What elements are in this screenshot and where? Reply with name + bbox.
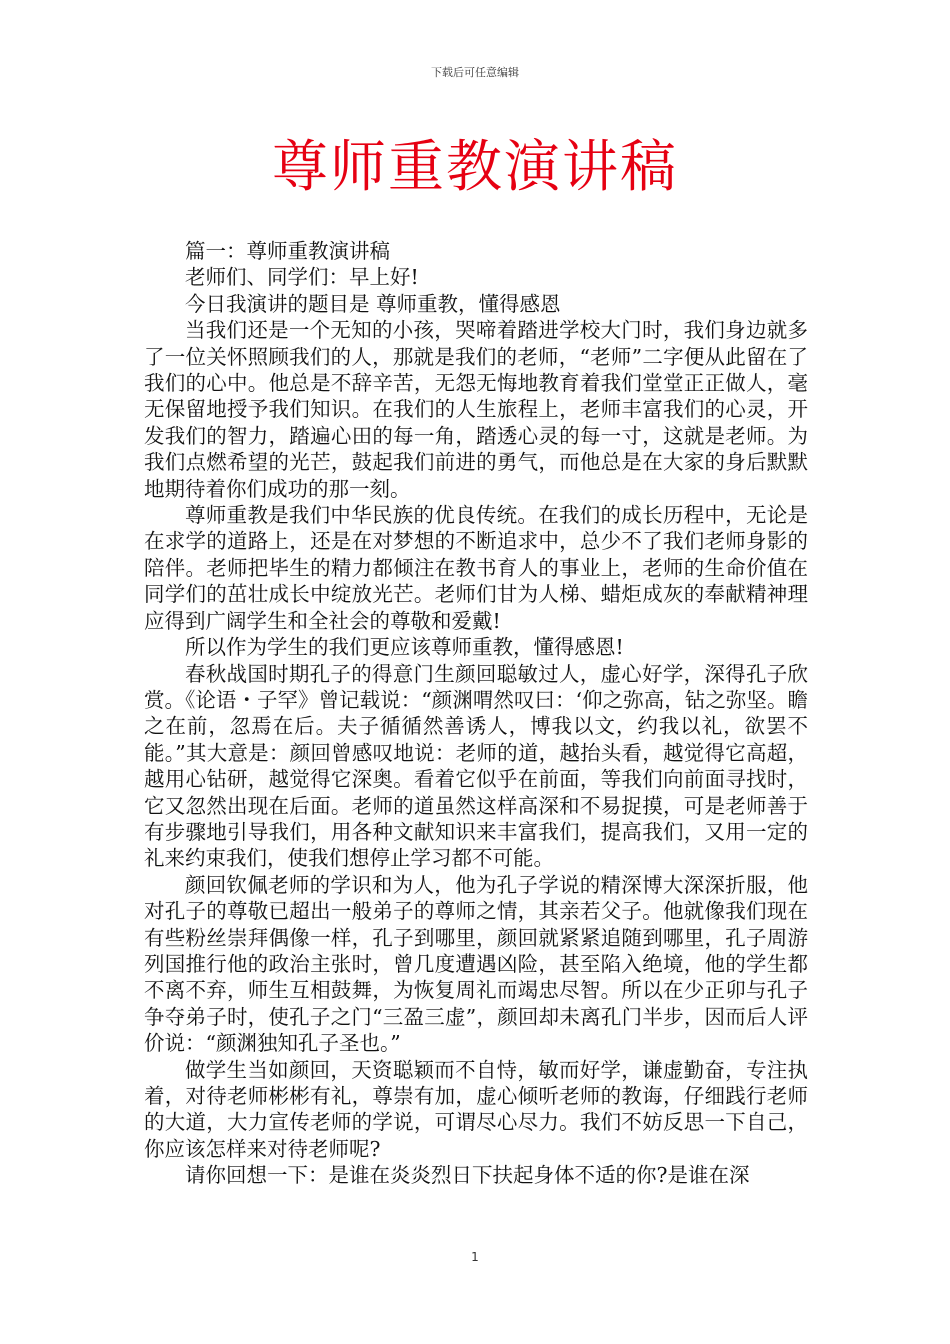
paragraph: 当我们还是一个无知的小孩，哭啼着踏进学校大门时，我们身边就多了一位关怀照顾我们的人，那就是我们的老师，“老师”二字便从此留在了我们的心中。他总是不辞辛苦，无怨无悔地教育着我们堂堂正正做人，毫无保留地授予我们知识。在我们的人生旅程上，老师丰富我们的心灵，开发我们的智力，踏遍心田的每一角，踏透心灵的每一寸，这就是老师。为我们点燃希望的光芒，鼓起我们前进的勇气，而他总是在大家的身后默默地期待着你们成功的那一刻。 (144, 318, 808, 501)
paragraph: 颜回钦佩老师的学识和为人，他为孔子学说的精深博大深深折服，他对孔子的尊敬已超出一般弟子的尊师之情，其亲若父子。他就像我们现在有些粉丝崇拜偶像一样，孔子到哪里，颜回就紧紧追随到哪里，孔子周游列国推行他的政治主张时，曾几度遭遇凶险，甚至陷入绝境，他的学生都不离不弃，师生互相鼓舞，为恢复周礼而竭忠尽智。所以在少正卯与孔子争夺弟子时，使孔子之门“三盈三虚”，颜回却未离孔门半步，因而后人评价说：“颜渊独知孔子圣也。” (144, 872, 808, 1056)
paragraph: 今日我演讲的题目是 尊师重教，懂得感恩 (185, 291, 561, 316)
paragraph: 所以作为学生的我们更应该尊师重教，懂得感恩! (185, 635, 624, 660)
paragraph: 春秋战国时期孔子的得意门生颜回聪敏过人，虚心好学，深得孔子欣赏。《论语・子罕》曾记载说：“颜渊喟然叹曰：‘仰之弥高，钻之弥坚。瞻之在前，忽焉在后。夫子循循然善诱人，博我以文，约我以礼，欲罢不能。”其大意是：颜回曾感叹地说：老师的道，越抬头看，越觉得它高超，越用心钻研，越觉得它深奥。看着它似乎在前面，等我们向前面寻找时，它又忽然出现在后面。老师的道虽然这样高深和不易捉摸，可是老师善于有步骤地引导我们，用各种文献知识来丰富我们，提高我们，又用一定的礼来约束我们，使我们想停止学习都不可能。 (144, 661, 808, 871)
paragraph: 做学生当如颜回，天资聪颖而不自恃，敏而好学，谦虚勤奋，专注执着，对待老师彬彬有礼，尊崇有加，虚心倾听老师的教诲，仔细践行老师的大道，大力宣传老师的学说，可谓尽心尽力。我们不妨反思一下自己，你应该怎样来对待老师呢? (144, 1057, 808, 1161)
header-note: 下载后可任意编辑 (431, 66, 519, 79)
page-number: 1 (471, 1250, 479, 1264)
document-title: 尊师重教演讲稿 (272, 135, 678, 200)
paragraph: 请你回想一下：是谁在炎炎烈日下扶起身体不适的你?是谁在深 (185, 1163, 750, 1188)
paragraph: 老师们、同学们：早上好! (185, 265, 419, 290)
paragraph: 尊师重教是我们中华民族的优良传统。在我们的成长历程中，无论是在求学的道路上，还是在对梦想的不断追求中，总少不了我们老师身影的陪伴。老师把毕生的精力都倾注在教书育人的事业上，老师的生命价值在同学们的茁壮成长中绽放光芒。老师们甘为人梯、蜡炬成灰的奉献精神理应得到广阔学生和全社会的尊敬和爱戴! (144, 503, 808, 633)
paragraph: 篇一：尊师重教演讲稿 (185, 239, 390, 263)
document-body (144, 238, 808, 1189)
